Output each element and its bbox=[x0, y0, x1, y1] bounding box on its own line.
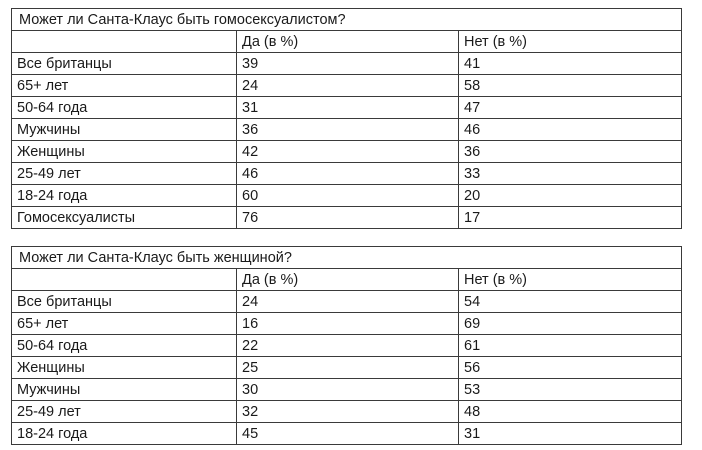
row-yes-cell: 31 bbox=[237, 97, 459, 119]
table-row bbox=[12, 313, 682, 335]
row-no-cell: 20 bbox=[459, 185, 682, 207]
header-no: Нет (в %) bbox=[459, 269, 682, 291]
header-yes: Да (в %) bbox=[237, 31, 459, 53]
row-yes-cell: 36 bbox=[237, 119, 459, 141]
table-row bbox=[12, 119, 682, 141]
row-no-cell: 31 bbox=[459, 423, 682, 445]
row-yes-cell: 24 bbox=[237, 75, 459, 97]
row-yes-cell: 22 bbox=[237, 335, 459, 357]
table-row bbox=[12, 163, 682, 185]
row-no-cell: 41 bbox=[459, 53, 682, 75]
row-yes-cell: 60 bbox=[237, 185, 459, 207]
row-yes-cell: 76 bbox=[237, 207, 459, 229]
row-yes-cell: 45 bbox=[237, 423, 459, 445]
table-title-row bbox=[12, 247, 682, 269]
row-group-cell: Гомосексуалисты bbox=[12, 207, 237, 229]
table-row bbox=[12, 53, 682, 75]
row-group-cell: Все британцы bbox=[12, 291, 237, 313]
row-group-cell: Все британцы bbox=[12, 53, 237, 75]
row-yes-cell: 25 bbox=[237, 357, 459, 379]
row-group-cell: 50-64 года bbox=[12, 335, 237, 357]
table-header-row bbox=[12, 31, 682, 53]
santa-woman-survey-table bbox=[11, 246, 682, 445]
row-yes-cell: 46 bbox=[237, 163, 459, 185]
row-group-cell: Женщины bbox=[12, 357, 237, 379]
table-title: Может ли Санта-Клаус быть женщиной? bbox=[12, 247, 682, 269]
table-title-row bbox=[12, 9, 682, 31]
row-no-cell: 47 bbox=[459, 97, 682, 119]
santa-gay-survey-table bbox=[11, 8, 682, 229]
row-no-cell: 46 bbox=[459, 119, 682, 141]
santa-gay-survey-body bbox=[12, 9, 682, 229]
row-group-cell: 65+ лет bbox=[12, 75, 237, 97]
table-row bbox=[12, 141, 682, 163]
row-no-cell: 58 bbox=[459, 75, 682, 97]
table-row bbox=[12, 423, 682, 445]
table-row bbox=[12, 379, 682, 401]
row-yes-cell: 39 bbox=[237, 53, 459, 75]
table-row bbox=[12, 185, 682, 207]
row-group-cell: 18-24 года bbox=[12, 185, 237, 207]
table-row bbox=[12, 335, 682, 357]
santa-woman-survey-body bbox=[12, 247, 682, 445]
row-group-cell: 25-49 лет bbox=[12, 401, 237, 423]
row-group-cell: Женщины bbox=[12, 141, 237, 163]
header-group bbox=[12, 31, 237, 53]
row-yes-cell: 42 bbox=[237, 141, 459, 163]
row-group-cell: 25-49 лет bbox=[12, 163, 237, 185]
table-row bbox=[12, 97, 682, 119]
row-group-cell: Мужчины bbox=[12, 119, 237, 141]
row-no-cell: 53 bbox=[459, 379, 682, 401]
table-row bbox=[12, 401, 682, 423]
header-group bbox=[12, 269, 237, 291]
table-header-row bbox=[12, 269, 682, 291]
table-row bbox=[12, 291, 682, 313]
row-yes-cell: 24 bbox=[237, 291, 459, 313]
table-title: Может ли Санта-Клаус быть гомосексуалистом? bbox=[12, 9, 682, 31]
header-yes: Да (в %) bbox=[237, 269, 459, 291]
row-no-cell: 36 bbox=[459, 141, 682, 163]
row-no-cell: 48 bbox=[459, 401, 682, 423]
row-yes-cell: 16 bbox=[237, 313, 459, 335]
header-no: Нет (в %) bbox=[459, 31, 682, 53]
table-row bbox=[12, 75, 682, 97]
row-no-cell: 54 bbox=[459, 291, 682, 313]
row-yes-cell: 32 bbox=[237, 401, 459, 423]
table-row bbox=[12, 357, 682, 379]
row-no-cell: 17 bbox=[459, 207, 682, 229]
row-group-cell: 50-64 года bbox=[12, 97, 237, 119]
row-no-cell: 33 bbox=[459, 163, 682, 185]
row-no-cell: 69 bbox=[459, 313, 682, 335]
row-group-cell: 18-24 года bbox=[12, 423, 237, 445]
row-no-cell: 56 bbox=[459, 357, 682, 379]
row-group-cell: 65+ лет bbox=[12, 313, 237, 335]
row-yes-cell: 30 bbox=[237, 379, 459, 401]
table-row bbox=[12, 207, 682, 229]
row-group-cell: Мужчины bbox=[12, 379, 237, 401]
row-no-cell: 61 bbox=[459, 335, 682, 357]
